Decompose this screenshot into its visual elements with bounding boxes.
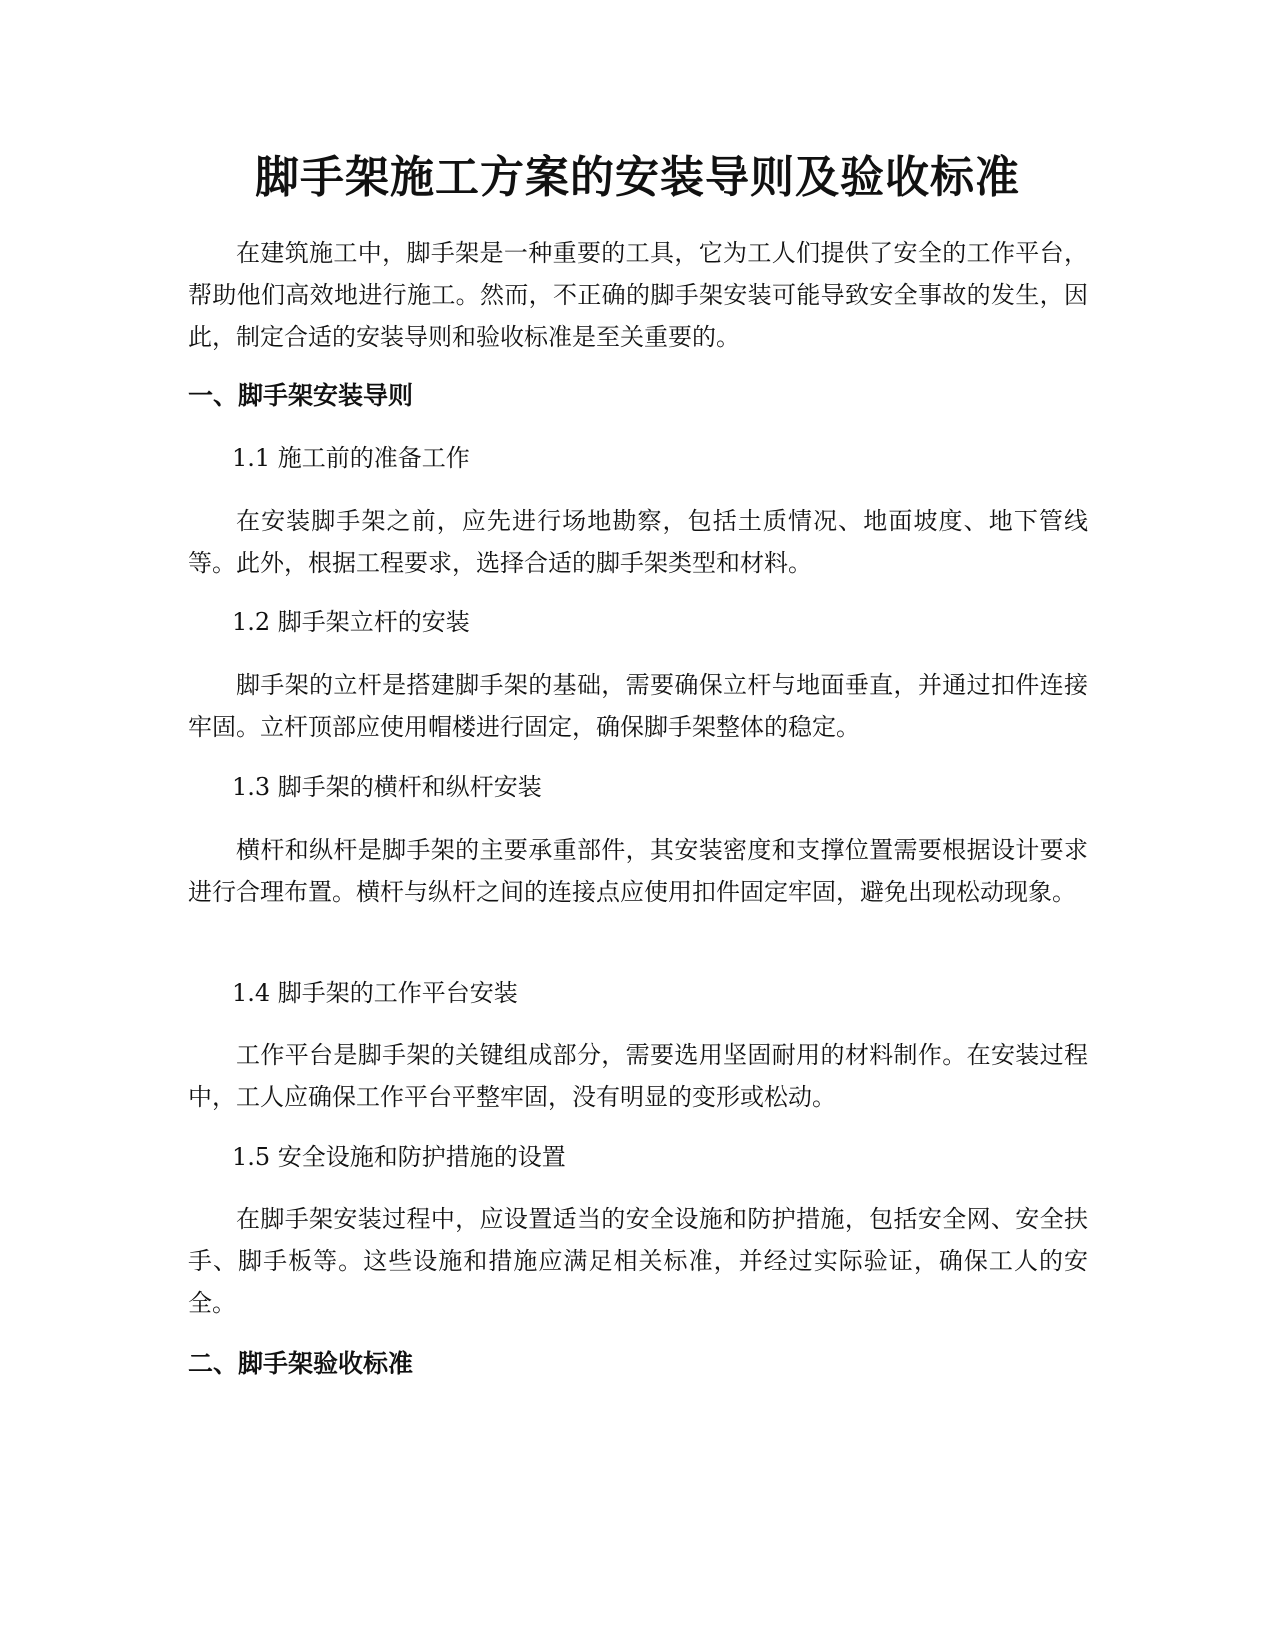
paragraph-1-2: 脚手架的立杆是搭建脚手架的基础，需要确保立杆与地面垂直，并通过扣件连接牢固。立杆顶部应使用帽楼进行固定，确保脚手架整体的稳定。 [188,671,1088,741]
document-title: 脚手架施工方案的安装导则及验收标准 [255,152,1020,203]
paragraph-1-3: 横杆和纵杆是脚手架的主要承重部件，其安装密度和支撑位置需要根据设计要求进行合理布置。横杆与纵杆之间的连接点应使用扣件固定牢固，避免出现松动现象。 [188,836,1088,906]
paragraph-1-4: 工作平台是脚手架的关键组成部分，需要选用坚固耐用的材料制作。在安装过程中，工人应确保工作平台平整牢固，没有明显的变形或松动。 [188,1041,1088,1111]
subheading-1-2: 1.2 脚手架立杆的安装 [232,608,470,636]
subheading-1-5: 1.5 安全设施和防护措施的设置 [232,1143,566,1171]
intro-paragraph: 在建筑施工中，脚手架是一种重要的工具，它为工人们提供了安全的工作平台，帮助他们高效地进行施工。然而，不正确的脚手架安装可能导致安全事故的发生，因此，制定合适的安装导则和验收标准是至关重要的。 [188,239,1088,351]
section-heading-installation: 一、脚手架安装导则 [188,381,414,410]
paragraph-1-5: 在脚手架安装过程中，应设置适当的安全设施和防护措施，包括安全网、安全扶手、脚手板等。这些设施和措施应满足相关标准，并经过实际验证，确保工人的安全。 [188,1205,1088,1317]
subheading-1-4: 1.4 脚手架的工作平台安装 [232,979,518,1007]
section-heading-acceptance: 二、脚手架验收标准 [188,1349,414,1378]
paragraph-1-1: 在安装脚手架之前，应先进行场地勘察，包括土质情况、地面坡度、地下管线等。此外，根据工程要求，选择合适的脚手架类型和材料。 [188,507,1088,577]
subheading-1-1: 1.1 施工前的准备工作 [232,444,470,472]
subheading-1-3: 1.3 脚手架的横杆和纵杆安装 [232,773,542,801]
